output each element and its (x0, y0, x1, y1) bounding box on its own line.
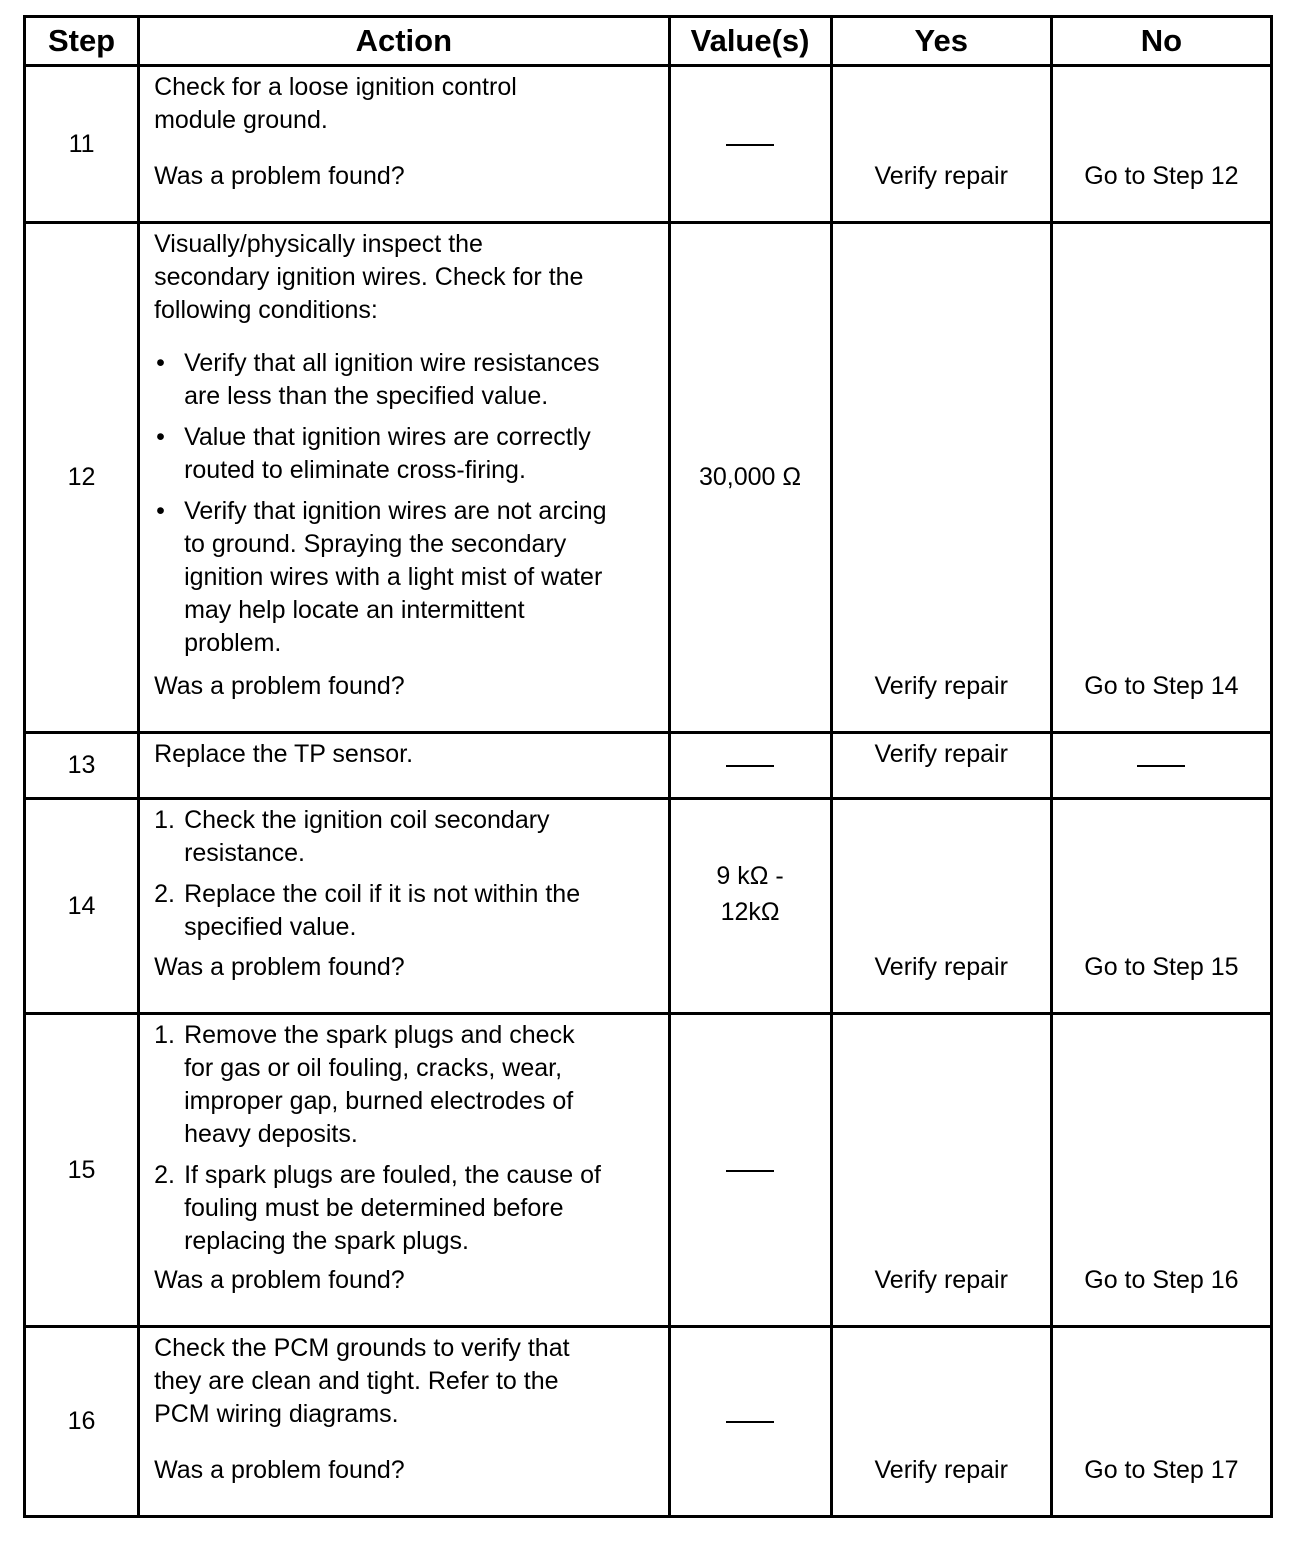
question-text: Was a problem found? (154, 1266, 405, 1294)
no-text: Go to Step 16 (1084, 1266, 1239, 1294)
question-text: Was a problem found? (154, 162, 405, 190)
bullet-line: problem. (184, 629, 282, 657)
item-number: 2. (154, 880, 175, 908)
yes-text: Verify repair (874, 953, 1008, 981)
header-row (25, 17, 1272, 66)
header-values: Value(s) (669, 17, 831, 66)
step-number: 16 (25, 1327, 139, 1517)
item-line: fouling must be determined before (184, 1194, 564, 1222)
table-row (25, 1014, 1272, 1327)
bullet-line: may help locate an intermittent (184, 596, 525, 624)
yes-cell (831, 799, 1051, 1014)
bullet-line: routed to eliminate cross-firing. (184, 456, 526, 484)
no-text: Go to Step 12 (1084, 162, 1239, 190)
no-cell (1051, 799, 1271, 1014)
step-number: 13 (25, 733, 139, 799)
no-cell (1051, 223, 1271, 733)
action-line: following conditions: (154, 296, 378, 324)
bullet-marker: • (156, 497, 165, 525)
value-cell (669, 1014, 831, 1327)
empty-value-dash (726, 1170, 774, 1172)
action-line: they are clean and tight. Refer to the (154, 1367, 559, 1395)
action-cell (139, 799, 669, 1014)
yes-cell (831, 1327, 1051, 1517)
list-item (154, 1019, 653, 1151)
action-line: Check for a loose ignition control (154, 73, 517, 101)
empty-value-dash (726, 1421, 774, 1423)
value-cell (669, 799, 831, 1014)
no-text: Go to Step 17 (1084, 1456, 1239, 1484)
header-yes: Yes (831, 17, 1051, 66)
yes-text: Verify repair (874, 740, 1008, 768)
list-item (154, 878, 653, 944)
diagnostic-table (23, 15, 1273, 1518)
action-cell (139, 1327, 669, 1517)
bullet-marker: • (156, 423, 165, 451)
value-line: 12kΩ (720, 898, 780, 926)
item-number: 1. (154, 1021, 175, 1049)
table-row (25, 66, 1272, 223)
bullet-line: to ground. Spraying the secondary (184, 530, 567, 558)
value-cell (669, 733, 831, 799)
bullet-line: Verify that all ignition wire resistances (184, 349, 600, 377)
item-line: heavy deposits. (184, 1120, 358, 1148)
action-line: secondary ignition wires. Check for the (154, 263, 584, 291)
table-row (25, 223, 1272, 733)
bullet-line: are less than the specified value. (184, 382, 549, 410)
action-cell (139, 1014, 669, 1327)
table-row (25, 799, 1272, 1014)
no-cell (1051, 733, 1271, 799)
action-cell (139, 223, 669, 733)
list-item (154, 804, 653, 870)
action-line: PCM wiring diagrams. (154, 1400, 399, 1428)
yes-cell (831, 66, 1051, 223)
item-line: replacing the spark plugs. (184, 1227, 469, 1255)
item-number: 2. (154, 1161, 175, 1189)
list-item (154, 1159, 653, 1258)
no-cell (1051, 1014, 1271, 1327)
yes-text: Verify repair (874, 672, 1008, 700)
item-line: improper gap, burned electrodes of (184, 1087, 574, 1115)
action-cell (139, 66, 669, 223)
no-cell (1051, 66, 1271, 223)
no-cell (1051, 1327, 1271, 1517)
item-line: for gas or oil fouling, cracks, wear, (184, 1054, 563, 1082)
item-line: specified value. (184, 913, 357, 941)
yes-cell (831, 733, 1051, 799)
action-line: Replace the TP sensor. (154, 740, 414, 768)
empty-value-dash (726, 765, 774, 767)
item-line: If spark plugs are fouled, the cause of (184, 1161, 601, 1189)
bullet-line: ignition wires with a light mist of water (184, 563, 603, 591)
item-line: Remove the spark plugs and check (184, 1021, 575, 1049)
value-cell (669, 1327, 831, 1517)
value-cell: 30,000 Ω (669, 223, 831, 733)
yes-text: Verify repair (874, 162, 1008, 190)
list-item (154, 495, 653, 660)
empty-value-dash (726, 144, 774, 146)
item-line: Replace the coil if it is not within the (184, 880, 581, 908)
item-number: 1. (154, 806, 175, 834)
list-item (154, 347, 653, 413)
action-line: module ground. (154, 106, 328, 134)
no-text: Go to Step 15 (1084, 953, 1239, 981)
yes-cell (831, 223, 1051, 733)
diagnostic-table-container (23, 15, 1273, 1545)
question-text: Was a problem found? (154, 672, 405, 700)
step-number: 12 (25, 223, 139, 733)
list-item (154, 421, 653, 487)
item-line: Check the ignition coil secondary (184, 806, 550, 834)
step-number: 14 (25, 799, 139, 1014)
table-row (25, 733, 1272, 799)
condition-list (154, 347, 653, 660)
action-cell (139, 733, 669, 799)
item-line: resistance. (184, 839, 305, 867)
value-line: 9 kΩ - (716, 862, 784, 890)
bullet-line: Value that ignition wires are correctly (184, 423, 591, 451)
value-cell (669, 66, 831, 223)
no-text: Go to Step 14 (1084, 672, 1239, 700)
header-step: Step (25, 17, 139, 66)
yes-text: Verify repair (874, 1456, 1008, 1484)
bullet-line: Verify that ignition wires are not arcing (184, 497, 607, 525)
procedure-list (154, 804, 653, 944)
step-number: 15 (25, 1014, 139, 1327)
action-line: Check the PCM grounds to verify that (154, 1334, 570, 1362)
yes-text: Verify repair (874, 1266, 1008, 1294)
bullet-marker: • (156, 349, 165, 377)
step-number: 11 (25, 66, 139, 223)
question-text: Was a problem found? (154, 1456, 405, 1484)
yes-cell (831, 1014, 1051, 1327)
action-line: Visually/physically inspect the (154, 230, 483, 258)
header-action: Action (139, 17, 669, 66)
empty-value-dash (1137, 765, 1185, 767)
header-no: No (1051, 17, 1271, 66)
question-text: Was a problem found? (154, 953, 405, 981)
procedure-list (154, 1019, 653, 1258)
table-row (25, 1327, 1272, 1517)
